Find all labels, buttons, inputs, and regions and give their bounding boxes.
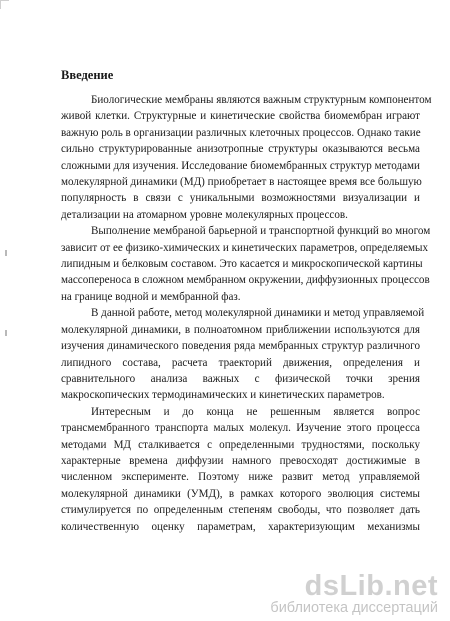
scan-margin-mark xyxy=(5,250,7,256)
text-line: детализации на атомарном уровне молекулярных процессов. xyxy=(61,208,348,221)
text-line: трансмембранного транспорта малых молекул. Изучение этого процесса xyxy=(61,422,420,435)
section-heading: Введение xyxy=(61,68,114,82)
text-line: Интересным и до конца не решенным является вопрос xyxy=(91,405,420,418)
text-line: сильно структурированные анизотропные структуры оказываются весьма xyxy=(61,143,420,156)
text-line: изучения динамического поведения ряда мембранных структур различного xyxy=(61,340,420,353)
scan-corner-mark xyxy=(0,0,9,9)
text-line: на границе водной и мембранной фаз. xyxy=(61,290,241,303)
scan-margin-mark xyxy=(5,330,7,336)
text-line: методами МД сталкивается с определенными трудностями, поскольку xyxy=(61,438,420,451)
text-line: зависит от ее физико-химических и кинетических параметров, определяемых xyxy=(61,241,429,254)
text-line: численном эксперименте. Поэтому ниже развит метод управляемой xyxy=(61,471,420,484)
text-line: Выполнение мембраной барьерной и транспортной функций во многом xyxy=(91,225,431,238)
text-line: массопереноса в сложном мембранном окружении, диффузионных процессов xyxy=(61,274,430,287)
text-line: липидного состава, расчета траекторий движения, определения и xyxy=(61,356,420,369)
text-line: живой клетки. Структурные и кинетические свойства биомембран играют xyxy=(61,110,420,123)
text-line: сравнительного анализа важных с физической точки зрения xyxy=(61,372,420,385)
text-line: популярность в связи с уникальными возможностями визуализации и xyxy=(61,192,420,205)
watermark xyxy=(270,572,438,616)
text-line: характерные времена диффузии намного превосходят достижимые в xyxy=(61,454,420,467)
text-line: важную роль в организации различных клеточных процессов. Однако такие xyxy=(61,126,421,139)
text-line: молекулярной динамики, в полноатомном приближении используются для xyxy=(61,323,420,336)
text-line: Биологические мембраны являются важным структурным компонентом xyxy=(91,94,432,106)
text-line: количественную оценку параметрам, характеризующим механизмы xyxy=(61,520,420,533)
text-line: стимулируется по определенным степеням свободы, что позволяет дать xyxy=(61,504,420,517)
text-line: молекулярной динамики (МД) приобретает в настоящее время все большую xyxy=(61,176,422,189)
body-text xyxy=(61,92,432,535)
text-line: липидным и белковым составом. Это касается и микроскопической картины xyxy=(61,258,423,271)
text-line: молекулярной динамики (УМД), в рамках которого эволюция системы xyxy=(61,487,420,500)
watermark-logo: dsLib.net xyxy=(304,570,438,602)
watermark-subtitle: библиотека диссертаций xyxy=(270,600,438,616)
text-line: сложными для изучения. Исследование биомембранных структур методами xyxy=(61,159,420,172)
text-line: В данной работе, метод молекулярной динамики и метод управляемой xyxy=(91,307,425,320)
text-line: макроскопических термодинамических и кинетических параметров. xyxy=(61,389,385,402)
